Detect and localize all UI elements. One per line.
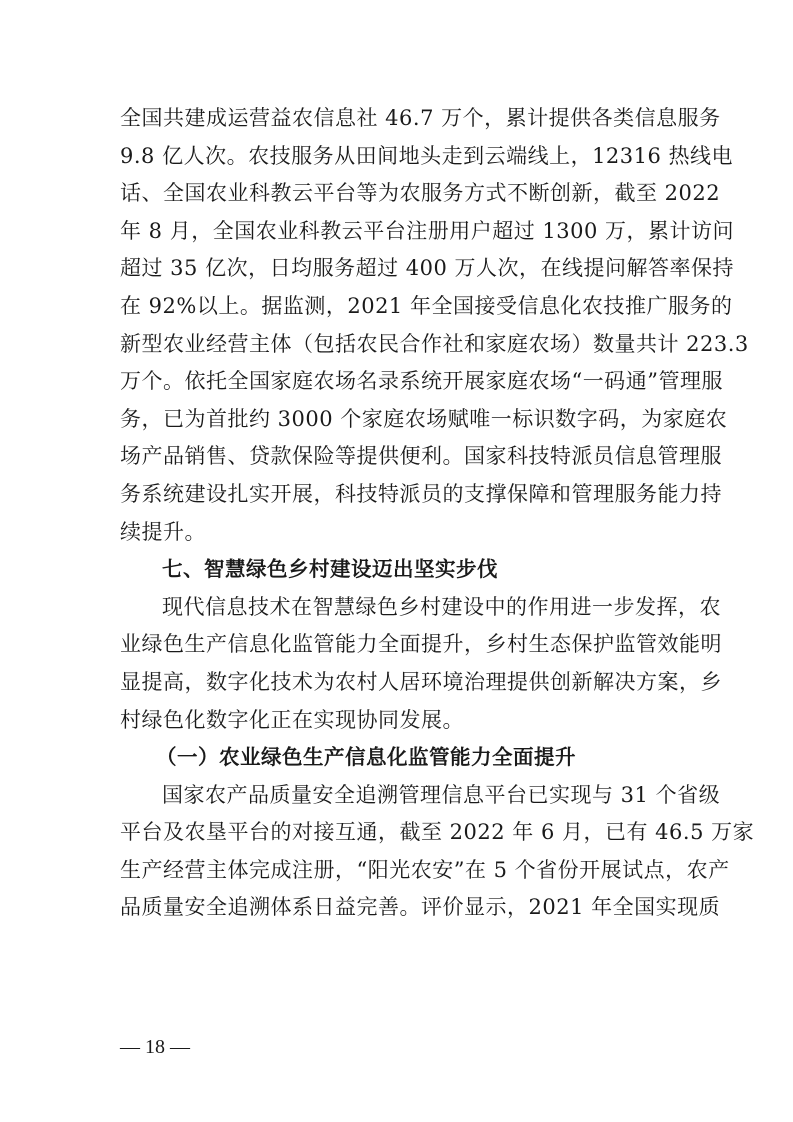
text-line: 话、全国农业科教云平台等为农服务方式不断创新，截至 2022: [120, 181, 721, 206]
text-line: 万个。依托全国家庭农场名录系统开展家庭农场“一码通”管理服: [120, 369, 723, 394]
text-line: 超过 35 亿次，日均服务超过 400 万人次，在线提问解答率保持: [120, 256, 735, 281]
text-line: 村绿色化数字化正在实现协同发展。: [120, 707, 464, 732]
text-line: 新型农业经营主体（包括农民合作社和家庭农场）数量共计 223.3: [120, 331, 749, 356]
subsection-heading: （一）农业绿色生产信息化监管能力全面提升: [156, 745, 576, 770]
text-line: 业绿色生产信息化监管能力全面提升，乡村生态保护监管效能明: [120, 632, 722, 657]
paragraph-traceability: [120, 777, 755, 927]
text-line: 年 8 月，全国农业科教云平台注册用户超过 1300 万，累计访问: [120, 218, 735, 243]
page-number: — 18 —: [120, 1036, 190, 1058]
text-line: 务系统建设扎实开展，科技特派员的支撑保障和管理服务能力持: [120, 481, 722, 506]
text-line: 现代信息技术在智慧绿色乡村建设中的作用进一步发挥，农: [162, 594, 721, 619]
paragraph-info-services: [120, 100, 749, 551]
text-line: 全国共建成运营益农信息社 46.7 万个，累计提供各类信息服务: [120, 106, 721, 130]
text-line: 在 92%以上。据监测，2021 年全国接受信息化农技推广服务的: [120, 293, 733, 318]
paragraph-smart-green-village: [120, 589, 722, 739]
text-line: 生产经营主体完成注册，“阳光农安”在 5 个省份开展试点，农产: [120, 857, 730, 882]
text-line: 续提升。: [120, 519, 206, 544]
text-line: 场产品销售、贷款保险等提供便利。国家科技特派员信息管理服: [120, 444, 722, 469]
section-heading: 七、智慧绿色乡村建设迈出坚实步伐: [162, 557, 498, 582]
text-line: 9.8 亿人次。农技服务从田间地头走到云端线上，12316 热线电: [120, 143, 734, 168]
document-page: [120, 100, 755, 927]
text-line: 显提高，数字化技术为农村人居环境治理提供创新解决方案，乡: [120, 669, 722, 694]
text-line: 国家农产品质量安全追溯管理信息平台已实现与 31 个省级: [162, 782, 721, 807]
text-line: 务，已为首批约 3000 个家庭农场赋唯一标识数字码，为家庭农: [120, 406, 728, 431]
text-line: 平台及农垦平台的对接互通，截至 2022 年 6 月，已有 46.5 万家: [120, 820, 755, 845]
text-line: 品质量安全追溯体系日益完善。评价显示，2021 年全国实现质: [120, 895, 721, 920]
